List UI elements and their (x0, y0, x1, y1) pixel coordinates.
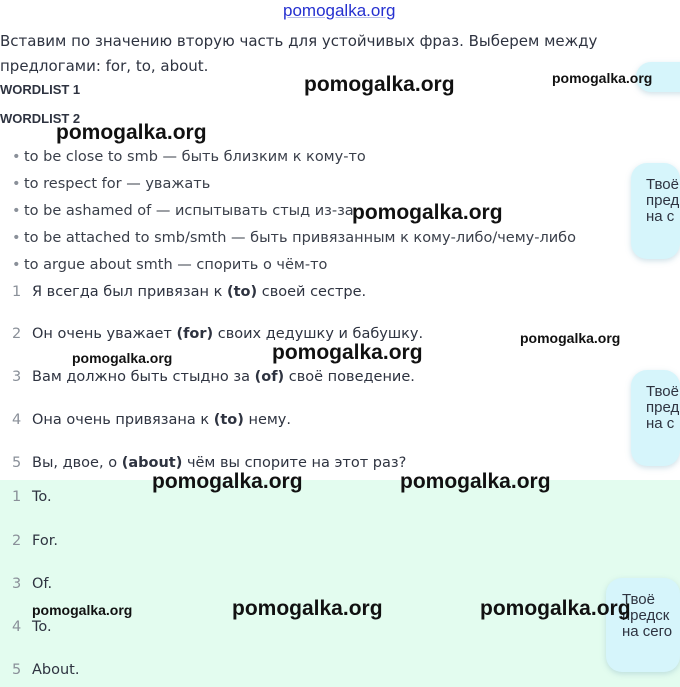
answer-row (12, 530, 58, 552)
sentence-pre: Он очень уважает (32, 326, 172, 342)
watermark: pomogalka.org (552, 70, 653, 86)
watermark-top[interactable]: pomogalka.org (283, 1, 396, 20)
sentence-pre: Вы, двое, о (32, 455, 118, 471)
intro-text: Вставим по значению вторую часть для устойчивых фраз. Выберем между предлогами: for, to, about. (0, 32, 598, 75)
sentence-row (12, 281, 366, 303)
watermark: pomogalka.org (272, 341, 423, 364)
promo-card[interactable] (631, 163, 680, 259)
wordlist-2-heading: WORDLIST 2 (0, 111, 81, 126)
vocab-text: to be close to smb — быть близким к кому-то (24, 149, 366, 165)
bullet-icon: • (12, 230, 21, 246)
sentence-pre: Она очень привязана к (32, 412, 210, 428)
sentence-post: своё поведение. (288, 369, 415, 385)
watermark: pomogalka.org (520, 330, 621, 346)
answer-number: 1 (12, 489, 22, 505)
bullet-icon: • (12, 257, 21, 273)
answer-number: 2 (12, 533, 22, 549)
sentence-post: нему. (248, 412, 291, 428)
promo-card-line: на с (646, 208, 675, 225)
vocab-text: to be attached to smb/smth — быть привязанным к кому-либо/чему-либо (24, 230, 576, 246)
sentence-row (12, 366, 415, 388)
sentence-answer: (to) (226, 284, 258, 300)
wordlist-1-heading: WORDLIST 1 (0, 82, 81, 97)
vocab-item (12, 227, 576, 254)
vocab-item (12, 146, 576, 173)
promo-card[interactable] (631, 370, 680, 466)
sentence-number: 5 (12, 455, 22, 471)
sentence-pre: Я всегда был привязан к (32, 284, 223, 300)
sentence-answer: (about) (121, 455, 183, 471)
answer-number: 5 (12, 662, 22, 678)
answer-text: Of. (32, 576, 53, 592)
sentence-answer: (to) (213, 412, 244, 428)
answer-text: For. (32, 533, 58, 549)
bullet-icon: • (12, 203, 21, 219)
promo-card-line: Твоё (646, 176, 679, 193)
answers-panel (0, 480, 680, 687)
watermark: pomogalka.org (480, 597, 631, 620)
answer-row (12, 616, 52, 638)
sentence-post: своей сестре. (261, 284, 367, 300)
answer-text: About. (32, 662, 80, 678)
watermark: pomogalka.org (72, 350, 173, 366)
sentence-number: 1 (12, 284, 22, 300)
answer-text: To. (32, 619, 52, 635)
answer-number: 3 (12, 576, 22, 592)
sentence-answer: (for) (176, 326, 214, 342)
answer-row (12, 659, 79, 681)
watermark: pomogalka.org (304, 73, 455, 96)
answer-row (12, 486, 52, 508)
watermark: pomogalka.org (232, 597, 383, 620)
sentence-number: 2 (12, 326, 22, 342)
watermark: pomogalka.org (32, 602, 133, 618)
answer-number: 4 (12, 619, 22, 635)
bullet-icon: • (12, 149, 21, 165)
promo-card-line: пред (646, 192, 680, 209)
answer-row (12, 573, 52, 595)
watermark: pomogalka.org (152, 470, 303, 493)
sentence-pre: Вам должно быть стыдно за (32, 369, 251, 385)
promo-card-line: предск (622, 607, 670, 624)
sentence-number: 3 (12, 369, 22, 385)
vocab-item (12, 173, 576, 200)
sentence-post: чём вы спорите на этот раз? (186, 455, 407, 471)
vocab-text: to be ashamed of — испытывать стыд из-за (24, 203, 354, 219)
sentence-number: 4 (12, 412, 22, 428)
promo-card-line: на с (646, 415, 675, 432)
bullet-icon: • (12, 176, 21, 192)
watermark: pomogalka.org (352, 201, 503, 224)
promo-card-line: на сего (622, 623, 673, 640)
sentence-row (12, 409, 291, 431)
answer-text: To. (32, 489, 52, 505)
promo-card-line: Твоё (646, 383, 679, 400)
promo-card-line: Твоё (622, 591, 655, 608)
promo-card[interactable] (606, 578, 680, 672)
watermark: pomogalka.org (56, 121, 207, 144)
vocab-text: to argue about smth — спорить о чём-то (24, 257, 328, 273)
vocab-text: to respect for — уважать (24, 176, 211, 192)
sentence-post: своих дедушку и бабушку. (217, 326, 424, 342)
promo-card-line: пред (646, 399, 680, 416)
vocab-item (12, 254, 576, 281)
watermark: pomogalka.org (400, 470, 551, 493)
sentence-answer: (of) (254, 369, 285, 385)
